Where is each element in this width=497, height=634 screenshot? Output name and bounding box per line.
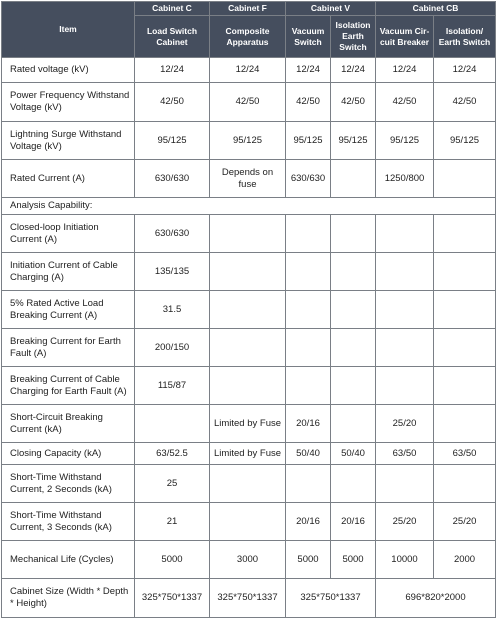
cell-cabinet-f bbox=[210, 329, 286, 367]
cell-cabinet-f bbox=[210, 503, 286, 541]
cell-isolation-earth-switch: 42/50 bbox=[331, 83, 376, 122]
cell-cabinet-v: 325*750*1337 bbox=[286, 579, 376, 618]
cell-vacuum-circuit-breaker: 25/20 bbox=[376, 405, 434, 443]
cell-isolation-earth-switch: 12/24 bbox=[331, 58, 376, 83]
header-cabinet-v: Cabinet V bbox=[286, 2, 376, 16]
table-row bbox=[2, 83, 496, 122]
cell-vacuum-circuit-breaker: 12/24 bbox=[376, 58, 434, 83]
cell-vacuum-circuit-breaker bbox=[376, 367, 434, 405]
cell-cabinet-f bbox=[210, 253, 286, 291]
cell-cabinet-f: 3000 bbox=[210, 541, 286, 579]
cell-cabinet-c: 630/630 bbox=[135, 160, 210, 198]
table-row-section bbox=[2, 198, 496, 215]
row-label: 5% Rated Active Load Breaking Current (A) bbox=[2, 291, 135, 329]
cell-cabinet-f: 42/50 bbox=[210, 83, 286, 122]
row-label: Short-Time Withstand Current, 2 Seconds (kA) bbox=[2, 465, 135, 503]
table-row bbox=[2, 253, 496, 291]
cell-isolation-earth-switch-cb: 12/24 bbox=[434, 58, 496, 83]
cell-vacuum-circuit-breaker: 42/50 bbox=[376, 83, 434, 122]
cell-cabinet-f bbox=[210, 215, 286, 253]
table-row bbox=[2, 291, 496, 329]
row-label: Lightning Surge Withstand Voltage (kV) bbox=[2, 122, 135, 160]
header-isolation-earth-switch-cb: Isolation/ Earth Switch bbox=[434, 16, 496, 58]
cell-isolation-earth-switch-cb bbox=[434, 329, 496, 367]
cell-vacuum-circuit-breaker bbox=[376, 253, 434, 291]
cell-cabinet-c: 200/150 bbox=[135, 329, 210, 367]
cell-isolation-earth-switch-cb bbox=[434, 367, 496, 405]
row-label: Closed-loop Initiation Current (A) bbox=[2, 215, 135, 253]
header-item: Item bbox=[2, 2, 135, 58]
cell-cabinet-f bbox=[210, 291, 286, 329]
cell-cabinet-c: 630/630 bbox=[135, 215, 210, 253]
row-label: Power Frequency Withstand Voltage (kV) bbox=[2, 83, 135, 122]
table-row bbox=[2, 367, 496, 405]
cell-isolation-earth-switch: 50/40 bbox=[331, 443, 376, 465]
cell-isolation-earth-switch bbox=[331, 367, 376, 405]
cell-isolation-earth-switch-cb: 63/50 bbox=[434, 443, 496, 465]
header-composite-apparatus: Composite Apparatus bbox=[210, 16, 286, 58]
row-label: Initiation Current of Cable Charging (A) bbox=[2, 253, 135, 291]
cell-cabinet-c: 115/87 bbox=[135, 367, 210, 405]
cell-isolation-earth-switch bbox=[331, 465, 376, 503]
cell-isolation-earth-switch-cb bbox=[434, 253, 496, 291]
cell-vacuum-circuit-breaker bbox=[376, 291, 434, 329]
cell-vacuum-switch bbox=[286, 329, 331, 367]
cell-vacuum-switch: 5000 bbox=[286, 541, 331, 579]
cell-vacuum-switch: 630/630 bbox=[286, 160, 331, 198]
table-row bbox=[2, 541, 496, 579]
cell-cabinet-c: 135/135 bbox=[135, 253, 210, 291]
cell-isolation-earth-switch-cb bbox=[434, 160, 496, 198]
cell-vacuum-switch bbox=[286, 291, 331, 329]
cell-vacuum-switch: 95/125 bbox=[286, 122, 331, 160]
row-label: Rated Current (A) bbox=[2, 160, 135, 198]
cell-vacuum-switch: 42/50 bbox=[286, 83, 331, 122]
cell-isolation-earth-switch bbox=[331, 291, 376, 329]
table-row bbox=[2, 465, 496, 503]
cell-vacuum-circuit-breaker: 25/20 bbox=[376, 503, 434, 541]
header-load-switch-cabinet: Load Switch Cabinet bbox=[135, 16, 210, 58]
cell-vacuum-circuit-breaker: 10000 bbox=[376, 541, 434, 579]
cell-isolation-earth-switch bbox=[331, 253, 376, 291]
cell-isolation-earth-switch-cb bbox=[434, 291, 496, 329]
cell-vacuum-switch: 12/24 bbox=[286, 58, 331, 83]
cell-isolation-earth-switch bbox=[331, 215, 376, 253]
header-vacuum-switch: Vacuum Switch bbox=[286, 16, 331, 58]
cell-vacuum-circuit-breaker: 63/50 bbox=[376, 443, 434, 465]
cell-isolation-earth-switch: 95/125 bbox=[331, 122, 376, 160]
cell-isolation-earth-switch bbox=[331, 329, 376, 367]
row-label: Cabinet Size (Width * Depth * Height) bbox=[2, 579, 135, 618]
table-row bbox=[2, 503, 496, 541]
cell-vacuum-circuit-breaker: 95/125 bbox=[376, 122, 434, 160]
cell-cabinet-f: Limited by Fuse bbox=[210, 443, 286, 465]
cell-isolation-earth-switch bbox=[331, 405, 376, 443]
cell-vacuum-switch bbox=[286, 465, 331, 503]
row-label: Rated voltage (kV) bbox=[2, 58, 135, 83]
cell-cabinet-c: 25 bbox=[135, 465, 210, 503]
cell-cabinet-f: 12/24 bbox=[210, 58, 286, 83]
table-row bbox=[2, 405, 496, 443]
cell-isolation-earth-switch bbox=[331, 160, 376, 198]
cell-cabinet-c: 31.5 bbox=[135, 291, 210, 329]
cell-vacuum-switch bbox=[286, 215, 331, 253]
header-cabinet-cb: Cabinet CB bbox=[376, 2, 496, 16]
row-label: Short-Circuit Breaking Current (kA) bbox=[2, 405, 135, 443]
cell-isolation-earth-switch-cb: 2000 bbox=[434, 541, 496, 579]
cell-isolation-earth-switch-cb bbox=[434, 465, 496, 503]
cell-cabinet-c bbox=[135, 405, 210, 443]
cell-cabinet-c: 5000 bbox=[135, 541, 210, 579]
cell-cabinet-c: 42/50 bbox=[135, 83, 210, 122]
cell-isolation-earth-switch-cb: 25/20 bbox=[434, 503, 496, 541]
cell-cabinet-f: Depends on fuse bbox=[210, 160, 286, 198]
cell-cabinet-cb: 696*820*2000 bbox=[376, 579, 496, 618]
header-row-groups bbox=[2, 2, 496, 16]
table-row bbox=[2, 160, 496, 198]
cell-vacuum-switch bbox=[286, 253, 331, 291]
row-label: Short-Time Withstand Current, 3 Seconds (kA) bbox=[2, 503, 135, 541]
cell-cabinet-f bbox=[210, 367, 286, 405]
cell-vacuum-circuit-breaker bbox=[376, 465, 434, 503]
table-row bbox=[2, 579, 496, 618]
spec-sheet bbox=[1, 1, 496, 618]
cell-vacuum-switch bbox=[286, 367, 331, 405]
cell-vacuum-circuit-breaker bbox=[376, 215, 434, 253]
cell-isolation-earth-switch: 20/16 bbox=[331, 503, 376, 541]
cell-isolation-earth-switch-cb bbox=[434, 215, 496, 253]
cell-cabinet-c: 95/125 bbox=[135, 122, 210, 160]
header-cabinet-f: Cabinet F bbox=[210, 2, 286, 16]
cell-cabinet-f: Limited by Fuse bbox=[210, 405, 286, 443]
cell-cabinet-c: 63/52.5 bbox=[135, 443, 210, 465]
row-label: Mechanical Life (Cycles) bbox=[2, 541, 135, 579]
table-row bbox=[2, 329, 496, 367]
cell-isolation-earth-switch-cb: 95/125 bbox=[434, 122, 496, 160]
cell-isolation-earth-switch-cb bbox=[434, 405, 496, 443]
cell-vacuum-switch: 20/16 bbox=[286, 503, 331, 541]
header-vacuum-circuit-breaker: Vacuum Cir-cuit Breaker bbox=[376, 16, 434, 58]
cell-cabinet-c: 21 bbox=[135, 503, 210, 541]
table-row bbox=[2, 122, 496, 160]
row-label: Closing Capacity (kA) bbox=[2, 443, 135, 465]
cell-vacuum-circuit-breaker bbox=[376, 329, 434, 367]
table-row bbox=[2, 58, 496, 83]
cell-cabinet-f: 95/125 bbox=[210, 122, 286, 160]
cell-vacuum-switch: 50/40 bbox=[286, 443, 331, 465]
header-cabinet-c: Cabinet C bbox=[135, 2, 210, 16]
header-isolation-earth-switch: Isolation Earth Switch bbox=[331, 16, 376, 58]
table-row bbox=[2, 443, 496, 465]
cell-isolation-earth-switch: 5000 bbox=[331, 541, 376, 579]
cell-isolation-earth-switch-cb: 42/50 bbox=[434, 83, 496, 122]
row-label: Breaking Current for Earth Fault (A) bbox=[2, 329, 135, 367]
cell-cabinet-c: 12/24 bbox=[135, 58, 210, 83]
section-label: Analysis Capability: bbox=[2, 198, 496, 215]
cell-cabinet-f bbox=[210, 465, 286, 503]
cell-cabinet-f: 325*750*1337 bbox=[210, 579, 286, 618]
cell-vacuum-switch: 20/16 bbox=[286, 405, 331, 443]
row-label: Breaking Current of Cable Charging for Earth Fault (A) bbox=[2, 367, 135, 405]
spec-table bbox=[1, 1, 496, 618]
cell-cabinet-c: 325*750*1337 bbox=[135, 579, 210, 618]
table-row bbox=[2, 215, 496, 253]
cell-vacuum-circuit-breaker: 1250/800 bbox=[376, 160, 434, 198]
